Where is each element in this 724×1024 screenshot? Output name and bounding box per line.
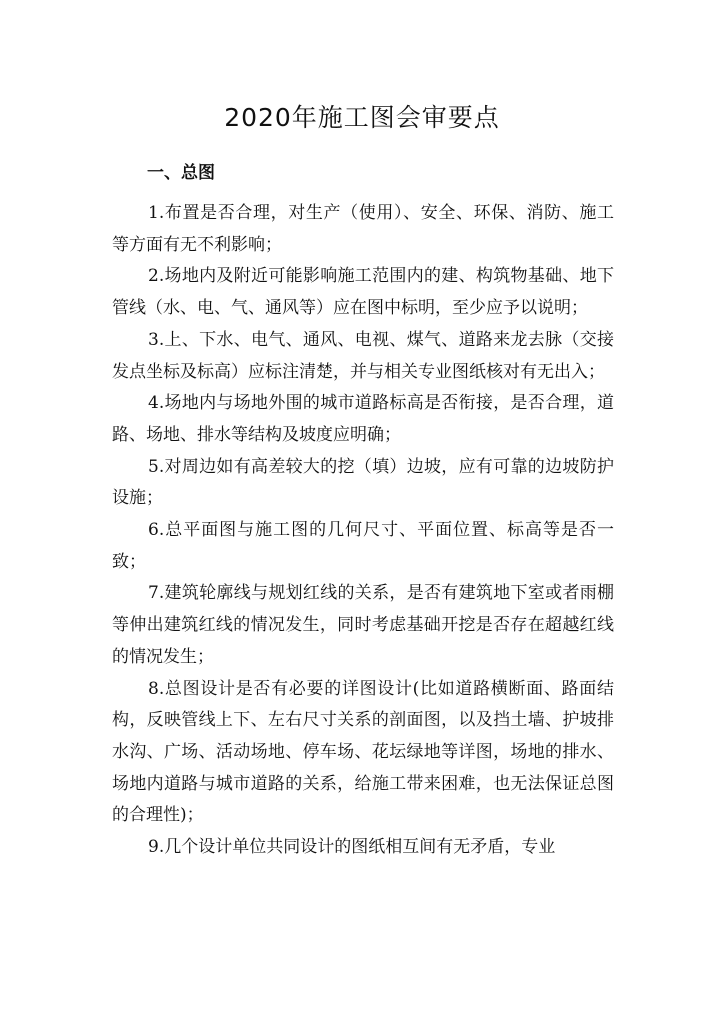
review-item-7: 7.建筑轮廓线与规划红线的关系，是否有建筑地下室或者雨棚等伸出建筑红线的情况发生，同时考虑基础开挖是否存在超越红线的情况发生；: [112, 583, 614, 667]
document-body: [112, 198, 614, 864]
review-item-8: 8.总图设计是否有必要的详图设计(比如道路横断面、路面结构，反映管线上下、左右尺寸关系的剖面图，以及挡土墙、护坡排水沟、广场、活动场地、停车场、花坛绿地等详图，场地的排水、场地内道路与城市道路的关系，给施工带来困难，也无法保证总图的合理性)；: [112, 678, 614, 826]
review-item-2: 2.场地内及附近可能影响施工范围内的建、构筑物基础、地下管线（水、电、气、通风等）应在图中标明，至少应予以说明；: [112, 266, 614, 319]
review-item-4: 4.场地内与场地外围的城市道路标高是否衔接，是否合理，道路、场地、排水等结构及坡度应明确；: [112, 393, 614, 445]
review-item-6: 6.总平面图与施工图的几何尺寸、平面位置、标高等是否一致；: [112, 520, 614, 572]
document-title: 2020年施工图会审要点: [224, 103, 500, 132]
section-heading-general-plan: 一、总图: [147, 163, 215, 183]
review-item-5: 5.对周边如有高差较大的挖（填）边坡，应有可靠的边坡防护设施；: [112, 456, 614, 509]
review-item-9: 9.几个设计单位共同设计的图纸相互间有无矛盾，专业: [148, 837, 556, 858]
review-item-1: 1.布置是否合理，对生产（使用）、安全、环保、消防、施工等方面有无不利影响；: [112, 203, 614, 255]
review-item-3: 3.上、下水、电气、通风、电视、煤气、道路来龙去脉（交接发点坐标及标高）应标注清楚，并与相关专业图纸核对有无出入；: [112, 329, 614, 382]
